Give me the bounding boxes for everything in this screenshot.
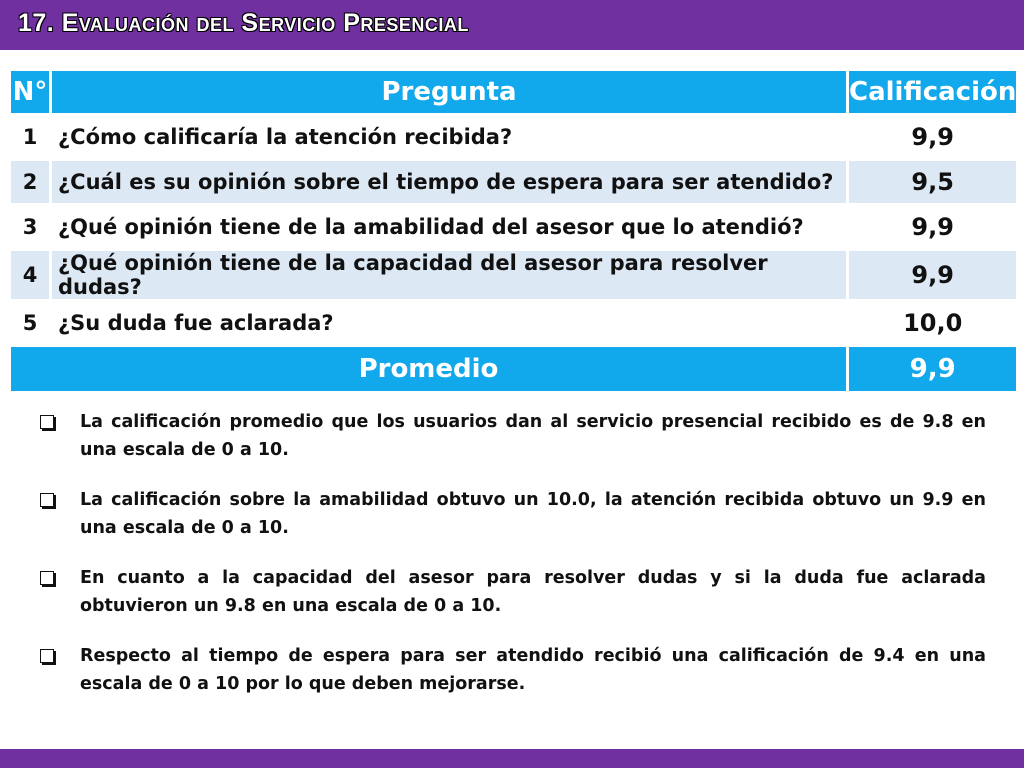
row-num: 1 [11,116,49,158]
row-num: 2 [11,161,49,203]
average-row [11,347,1016,391]
table-row [11,302,1016,344]
row-question: ¿Cuál es su opinión sobre el tiempo de espera para ser atendido? [52,161,846,203]
evaluation-table [8,68,1019,394]
checkbox-bullet-icon [40,415,54,429]
bottom-bar [0,749,1024,768]
bullet-text: En cuanto a la capacidad del asesor para resolver dudas y si la duda fue aclarada obtuvieron un 9.8 en una escala de 0 a 10. [80,568,986,616]
table-row [11,206,1016,248]
bullet-item [40,564,986,620]
table-row [11,116,1016,158]
row-num: 4 [11,251,49,299]
checkbox-bullet-icon [40,493,54,507]
bullet-item [40,486,986,542]
header-question: Pregunta [52,71,846,113]
header-num: N° [11,71,49,113]
checkbox-bullet-icon [40,571,54,585]
header-score: Calificación [849,71,1016,113]
table-row [11,161,1016,203]
row-num: 5 [11,302,49,344]
row-score: 9,9 [849,251,1016,299]
row-score: 10,0 [849,302,1016,344]
table-row [11,251,1016,299]
row-score: 9,9 [849,116,1016,158]
row-score: 9,5 [849,161,1016,203]
bullet-item [40,408,986,464]
row-num: 3 [11,206,49,248]
bullet-text: Respecto al tiempo de espera para ser atendido recibió una calificación de 9.4 en una escala de 0 a 10 por lo que deben mejorarse. [80,646,986,694]
table-header-row [11,71,1016,113]
bullet-list [40,408,986,720]
average-score: 9,9 [849,347,1016,391]
row-question: ¿Cómo calificaría la atención recibida? [52,116,846,158]
bullet-item [40,642,986,698]
row-question: ¿Qué opinión tiene de la capacidad del asesor para resolver dudas? [52,251,846,299]
slide-title: 17. Evaluación del Servicio Presencial [18,9,469,37]
checkbox-bullet-icon [40,649,54,663]
row-question: ¿Su duda fue aclarada? [52,302,846,344]
row-score: 9,9 [849,206,1016,248]
title-bar [0,0,1024,50]
average-label: Promedio [11,347,846,391]
row-question: ¿Qué opinión tiene de la amabilidad del asesor que lo atendió? [52,206,846,248]
bullet-text: La calificación sobre la amabilidad obtuvo un 10.0, la atención recibida obtuvo un 9.9 en una escala de 0 a 10. [80,490,986,538]
bullet-text: La calificación promedio que los usuarios dan al servicio presencial recibido es de 9.8 en una escala de 0 a 10. [80,412,986,460]
